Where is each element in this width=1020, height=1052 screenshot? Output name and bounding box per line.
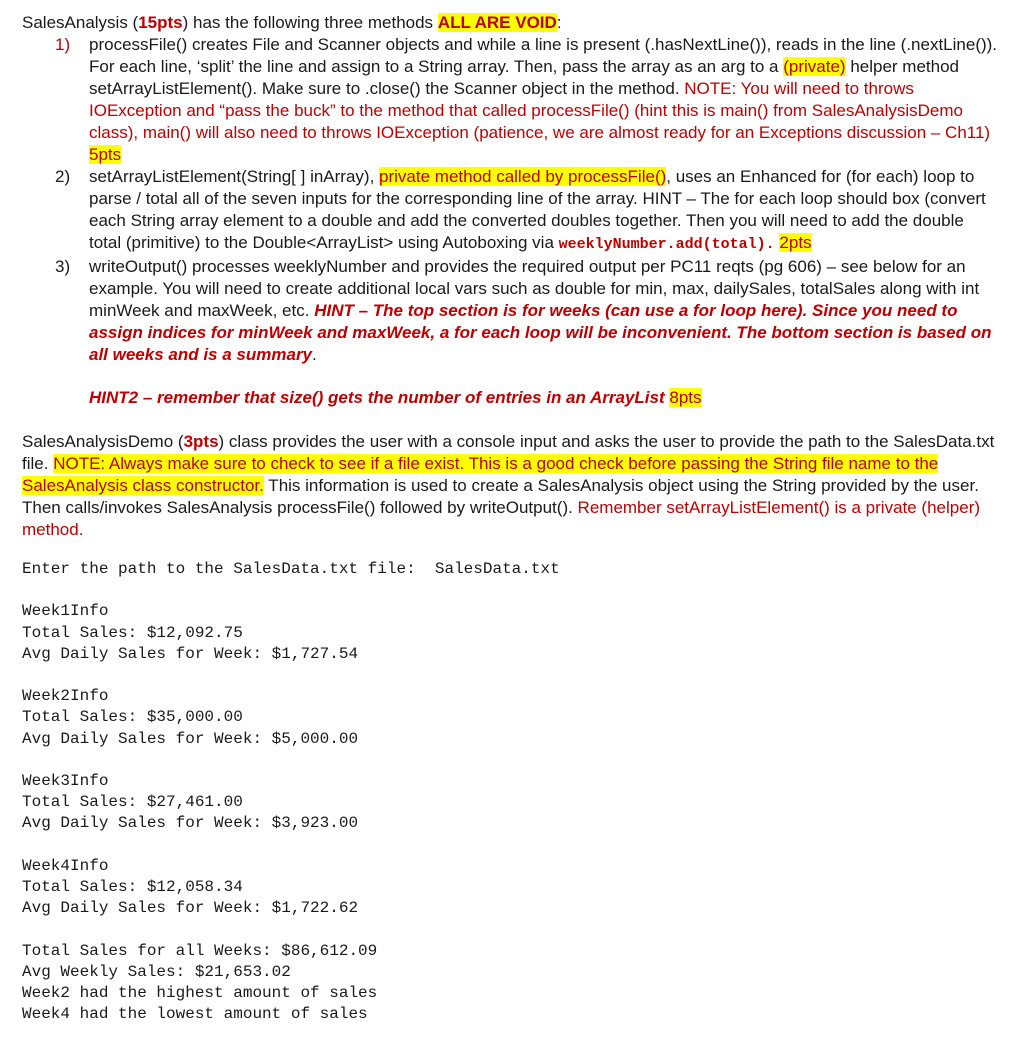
week-block bbox=[22, 856, 1000, 920]
list-number: 3) bbox=[55, 257, 71, 276]
week-avg: Avg Daily Sales for Week: $5,000.00 bbox=[22, 729, 359, 748]
list-number: 1) bbox=[55, 35, 71, 54]
week-total: Total Sales: $12,058.34 bbox=[22, 877, 243, 896]
week-total: Total Sales: $27,461.00 bbox=[22, 793, 243, 812]
week-avg: Avg Daily Sales for Week: $1,727.54 bbox=[22, 644, 359, 663]
all-void-highlight: ALL ARE VOID bbox=[437, 13, 557, 32]
hint2-paragraph bbox=[22, 387, 1000, 409]
sales-analysis-intro: SalesAnalysis (15pts) has the following three methods ALL ARE VOID: bbox=[22, 13, 562, 32]
hint-text: HINT – The top section is for weeks (can use a for loop here). Since you need to assign indices for minWeek and maxWeek, a for each loop will be inconvenient. The bottom section is based on all weeks and is a summary bbox=[89, 301, 992, 364]
summary-line: Avg Weekly Sales: $21,653.02 bbox=[22, 962, 291, 981]
method-item-setarraylistelement: 2) setArrayListElement(String[ ] inArray), private method called by processFile(), uses an Enhanced for (for each) loop to parse / total all of the seven inputs for the corresponding line of the array. HINT – The for each loop should box (convert each String array element to a double and add the converted doubles together. Then you will need to add the double total (primitive) to the Double<ArrayList> using Autoboxing via weeklyNumber.add(total). 2pts bbox=[55, 167, 986, 253]
week-title: Week2Info bbox=[22, 687, 109, 706]
summary-line: Total Sales for all Weeks: $86,612.09 bbox=[22, 941, 378, 960]
week-block bbox=[22, 601, 1000, 665]
console-prompt: Enter the path to the SalesData.txt file: SalesData.txt bbox=[22, 560, 560, 578]
private-method-highlight: private method called by processFile() bbox=[379, 167, 667, 186]
summary-line: Week2 had the highest amount of sales bbox=[22, 983, 378, 1002]
week-total: Total Sales: $35,000.00 bbox=[22, 708, 243, 727]
demo-paragraph: SalesAnalysisDemo (3pts) class provides the user with a console input and asks the user to provide the path to the SalesData.txt file. NOTE: Always make sure to check to see if a file exist. This is a good check before passing the String file name to the SalesAnalysis class constructor. This information is used to create a SalesAnalysis object using the String provided by the user. Then calls/invokes SalesAnalysis processFile() followed by writeOutput(). Remember setArrayListElement() is a private (helper) method. bbox=[22, 432, 995, 539]
points-badge: 2pts bbox=[779, 233, 812, 252]
note-text: NOTE: You will need to throws IOException and “pass the buck” to the method that called processFile() (hint this is main() from SalesAnalysisDemo class), main() will also need to throws IOException (patience, we are almost ready for an Exceptions discussion – Ch11) bbox=[89, 79, 991, 142]
points-badge: 8pts bbox=[669, 388, 702, 407]
summary-block bbox=[22, 941, 1000, 1026]
private-highlight: (private) bbox=[783, 57, 846, 76]
note-highlight: NOTE: Always make sure to check to see if a file exist. This is a good check before passing the String file name to the SalesAnalysis class constructor. bbox=[22, 454, 939, 495]
reminder-text: Remember setArrayListElement() is a private (helper) method. bbox=[22, 498, 981, 539]
week-title: Week1Info bbox=[22, 602, 109, 621]
week-block bbox=[22, 686, 1000, 750]
points-badge: 5pts bbox=[89, 145, 122, 164]
points-badge: 3pts bbox=[183, 432, 219, 451]
week-avg: Avg Daily Sales for Week: $1,722.62 bbox=[22, 899, 359, 918]
week-block bbox=[22, 771, 1000, 835]
week-total: Total Sales: $12,092.75 bbox=[22, 623, 243, 642]
summary-line: Week4 had the lowest amount of sales bbox=[22, 1005, 368, 1024]
hint2-text: HINT2 – remember that size() gets the number of entries in an ArrayList bbox=[89, 388, 665, 407]
points-badge: 15pts bbox=[138, 13, 183, 32]
list-number: 2) bbox=[55, 167, 71, 186]
inline-code: weeklyNumber.add(total). bbox=[558, 236, 775, 253]
method-item-writeoutput: 3) writeOutput() processes weeklyNumber and provides the required output per PC11 reqts (pg 606) – see below for an example. You will need to create additional local vars such as double for min, max, dailySales, totalSales along with int minWeek and maxWeek, etc. HINT – The top section is for weeks (can use a for loop here). Since you need to assign indices for minWeek and maxWeek, a for each loop will be inconvenient. The bottom section is based on all weeks and is a summary. bbox=[55, 257, 992, 364]
console-output bbox=[22, 559, 1000, 1025]
method-list bbox=[22, 34, 1000, 366]
week-title: Week4Info bbox=[22, 856, 109, 875]
week-title: Week3Info bbox=[22, 771, 109, 790]
week-avg: Avg Daily Sales for Week: $3,923.00 bbox=[22, 814, 359, 833]
method-item-processfile: 1) processFile() creates File and Scanner objects and while a line is present (.hasNextLine()), reads in the line (.nextLine()). For each line, ‘split’ the line and assign to a String array. Then, pass the array as an arg to a (private) helper method setArrayListElement(). Make sure to .close() the Scanner object in the method. NOTE: You will need to throws IOException and “pass the buck” to the method that called processFile() (hint this is main() from SalesAnalysisDemo class), main() will also need to throws IOException (patience, we are almost ready for an Exceptions discussion – Ch11) 5pts bbox=[55, 35, 998, 164]
